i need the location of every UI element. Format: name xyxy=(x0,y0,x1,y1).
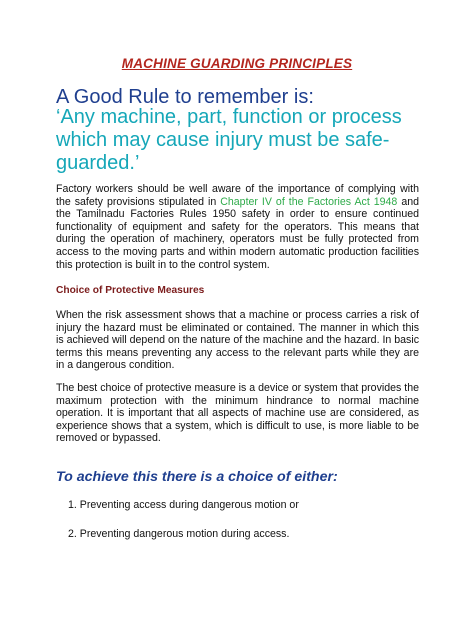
rule-title: A Good Rule to remember is: xyxy=(56,86,314,108)
list-item: 1. Preventing access during dangerous motion or xyxy=(68,499,299,511)
paragraph-risk-assessment: When the risk assessment shows that a machine or process carries a risk of injury the hazard must be eliminated or contained. The manner in which this is achieved will depend on the nature of the machine and the hazard. In basic terms this means preventing any access to the relevant parts while they are in a dangerous condition. xyxy=(56,309,419,372)
factories-act-link[interactable]: Chapter IV of the Factories Act 1948 xyxy=(220,195,398,208)
protective-measures-subheading: Choice of Protective Measures xyxy=(56,285,205,296)
rule-quote: ‘Any machine, part, function or process which may cause injury must be safe-guarded.’ xyxy=(56,106,402,174)
paragraph-best-choice: The best choice of protective measure is a device or system that provides the maximum protection with the minimum hindrance to normal machine operation. It is important that all aspects of machine use are considered, as experience shows that a system, which is difficult to use, is more liable to be removed or bypassed. xyxy=(56,382,419,445)
paragraph-safety-provisions xyxy=(56,183,419,271)
choice-heading: To achieve this there is a choice of either: xyxy=(56,469,338,485)
paragraph-text: Factory workers should be well aware of the importance of complying with the safety provisions stipulated in xyxy=(56,183,419,208)
list-item: 2. Preventing dangerous motion during access. xyxy=(68,528,290,540)
paragraph-text: and the Tamilnadu Factories Rules 1950 safety in order to ensure continued functionality of equipment and safety for the operators. This means that during the operation of machinery, operators must be fully protected from access to the moving parts and within modern automatic production facilities this protection is built in to the control system. xyxy=(56,195,419,271)
document-heading: MACHINE GUARDING PRINCIPLES xyxy=(121,56,353,71)
